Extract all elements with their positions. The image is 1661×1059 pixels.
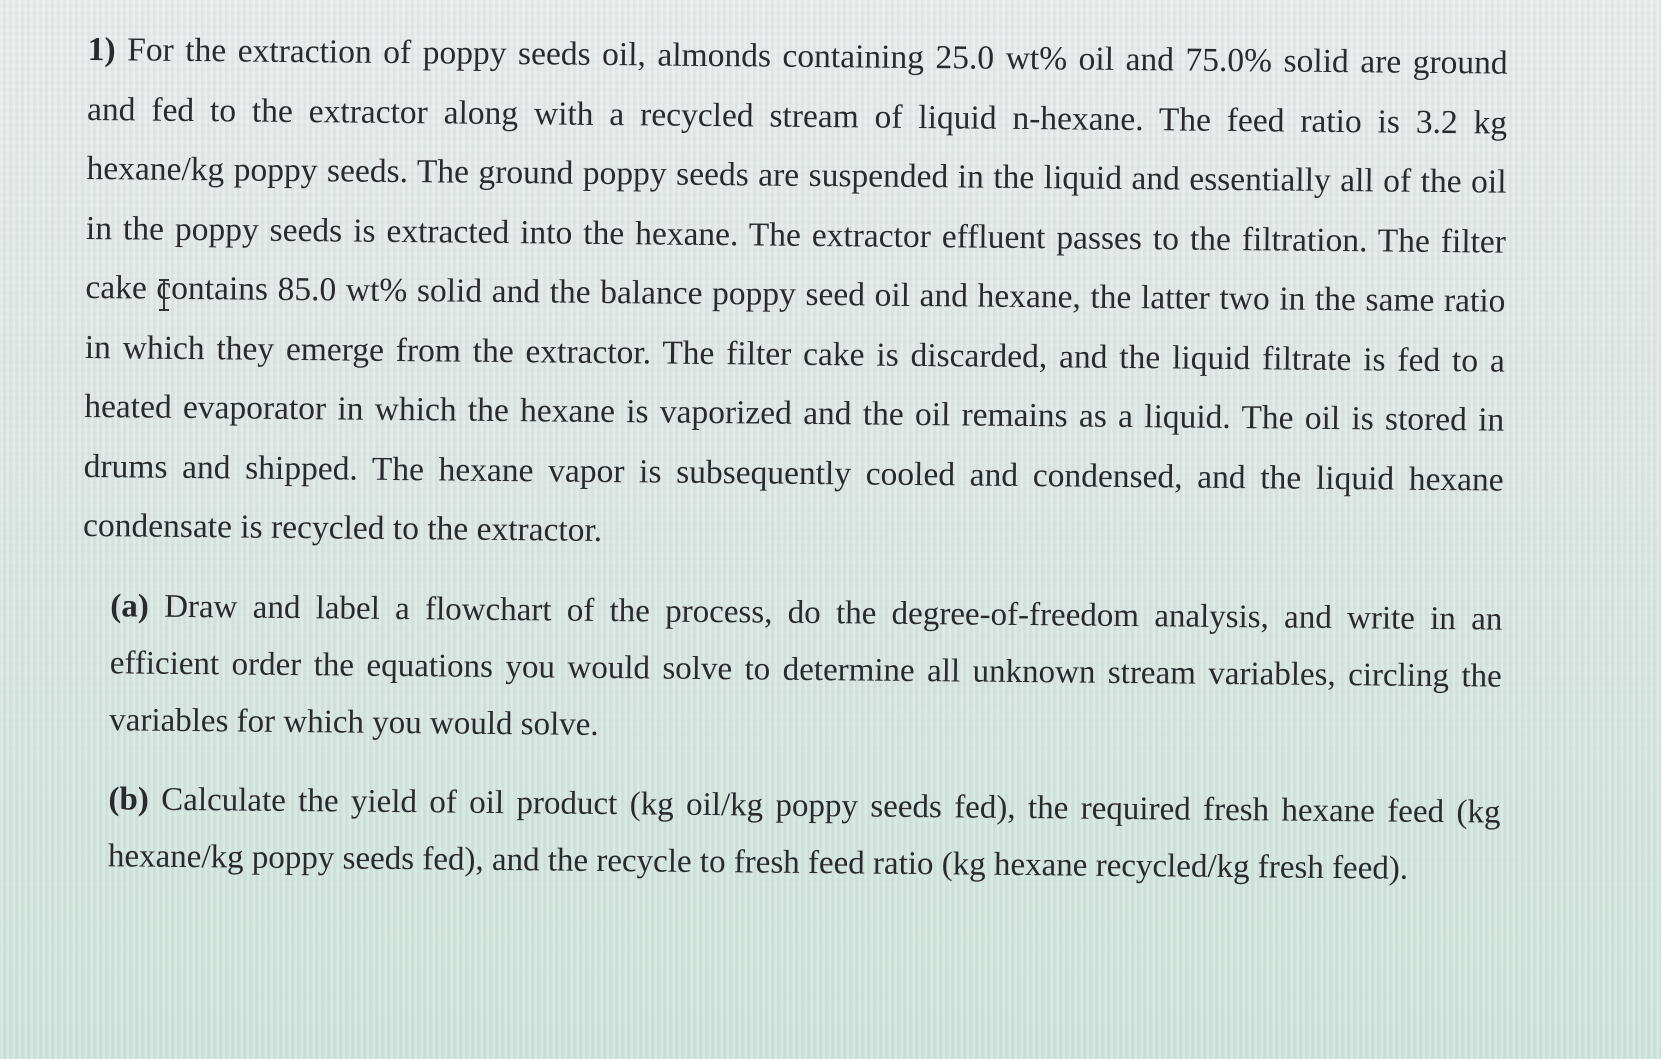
part-b-label: (b) [108, 780, 150, 818]
part-a-text: Draw and label a flowchart of the process, do the degree-of-freedom analysis, and write in an efficient order the equations you would solve to determine all unknown stream variables, circling the variables for which you would solve. [109, 588, 1503, 743]
problem-text: For the extraction of poppy seeds oil, almonds containing 25.0 wt% oil and 75.0% solid are ground and fed to the extractor along with a recycled stream of liquid n-hexane. The feed ratio is 3.2 kg hexane/kg poppy seeds. The ground poppy seeds are suspended in the liquid and essentially all of the oil in the poppy seeds is extracted into the hexane. The extractor effluent passes to the filtration. The filter cake contains 85.0 wt% solid and the balance poppy seed oil and hexane, the latter two in the same ratio in which they emerge from the extractor. The filter cake is discarded, and the liquid filtrate is fed to a heated evaporator in which the hexane is vaporized and the oil remains as a liquid. The oil is stored in drums and shipped. The hexane vapor is subsequently cooled and condensed, and the liquid hexane condensate is recycled to the extractor. [82, 31, 1508, 549]
part-a [81, 577, 1503, 762]
problem-statement [83, 20, 1508, 569]
problem-number: 1) [87, 30, 116, 69]
part-b-text: Calculate the yield of oil product (kg oil/kg poppy seeds fed), the required fresh hexane feed (kg hexane/kg poppy seeds fed), and the recycle to fresh feed ratio (kg hexane recycled/kg fresh feed). [107, 781, 1501, 887]
part-b [80, 770, 1501, 898]
text-cursor-icon [157, 278, 171, 312]
part-a-label: (a) [110, 587, 150, 625]
document-page [80, 20, 1508, 898]
